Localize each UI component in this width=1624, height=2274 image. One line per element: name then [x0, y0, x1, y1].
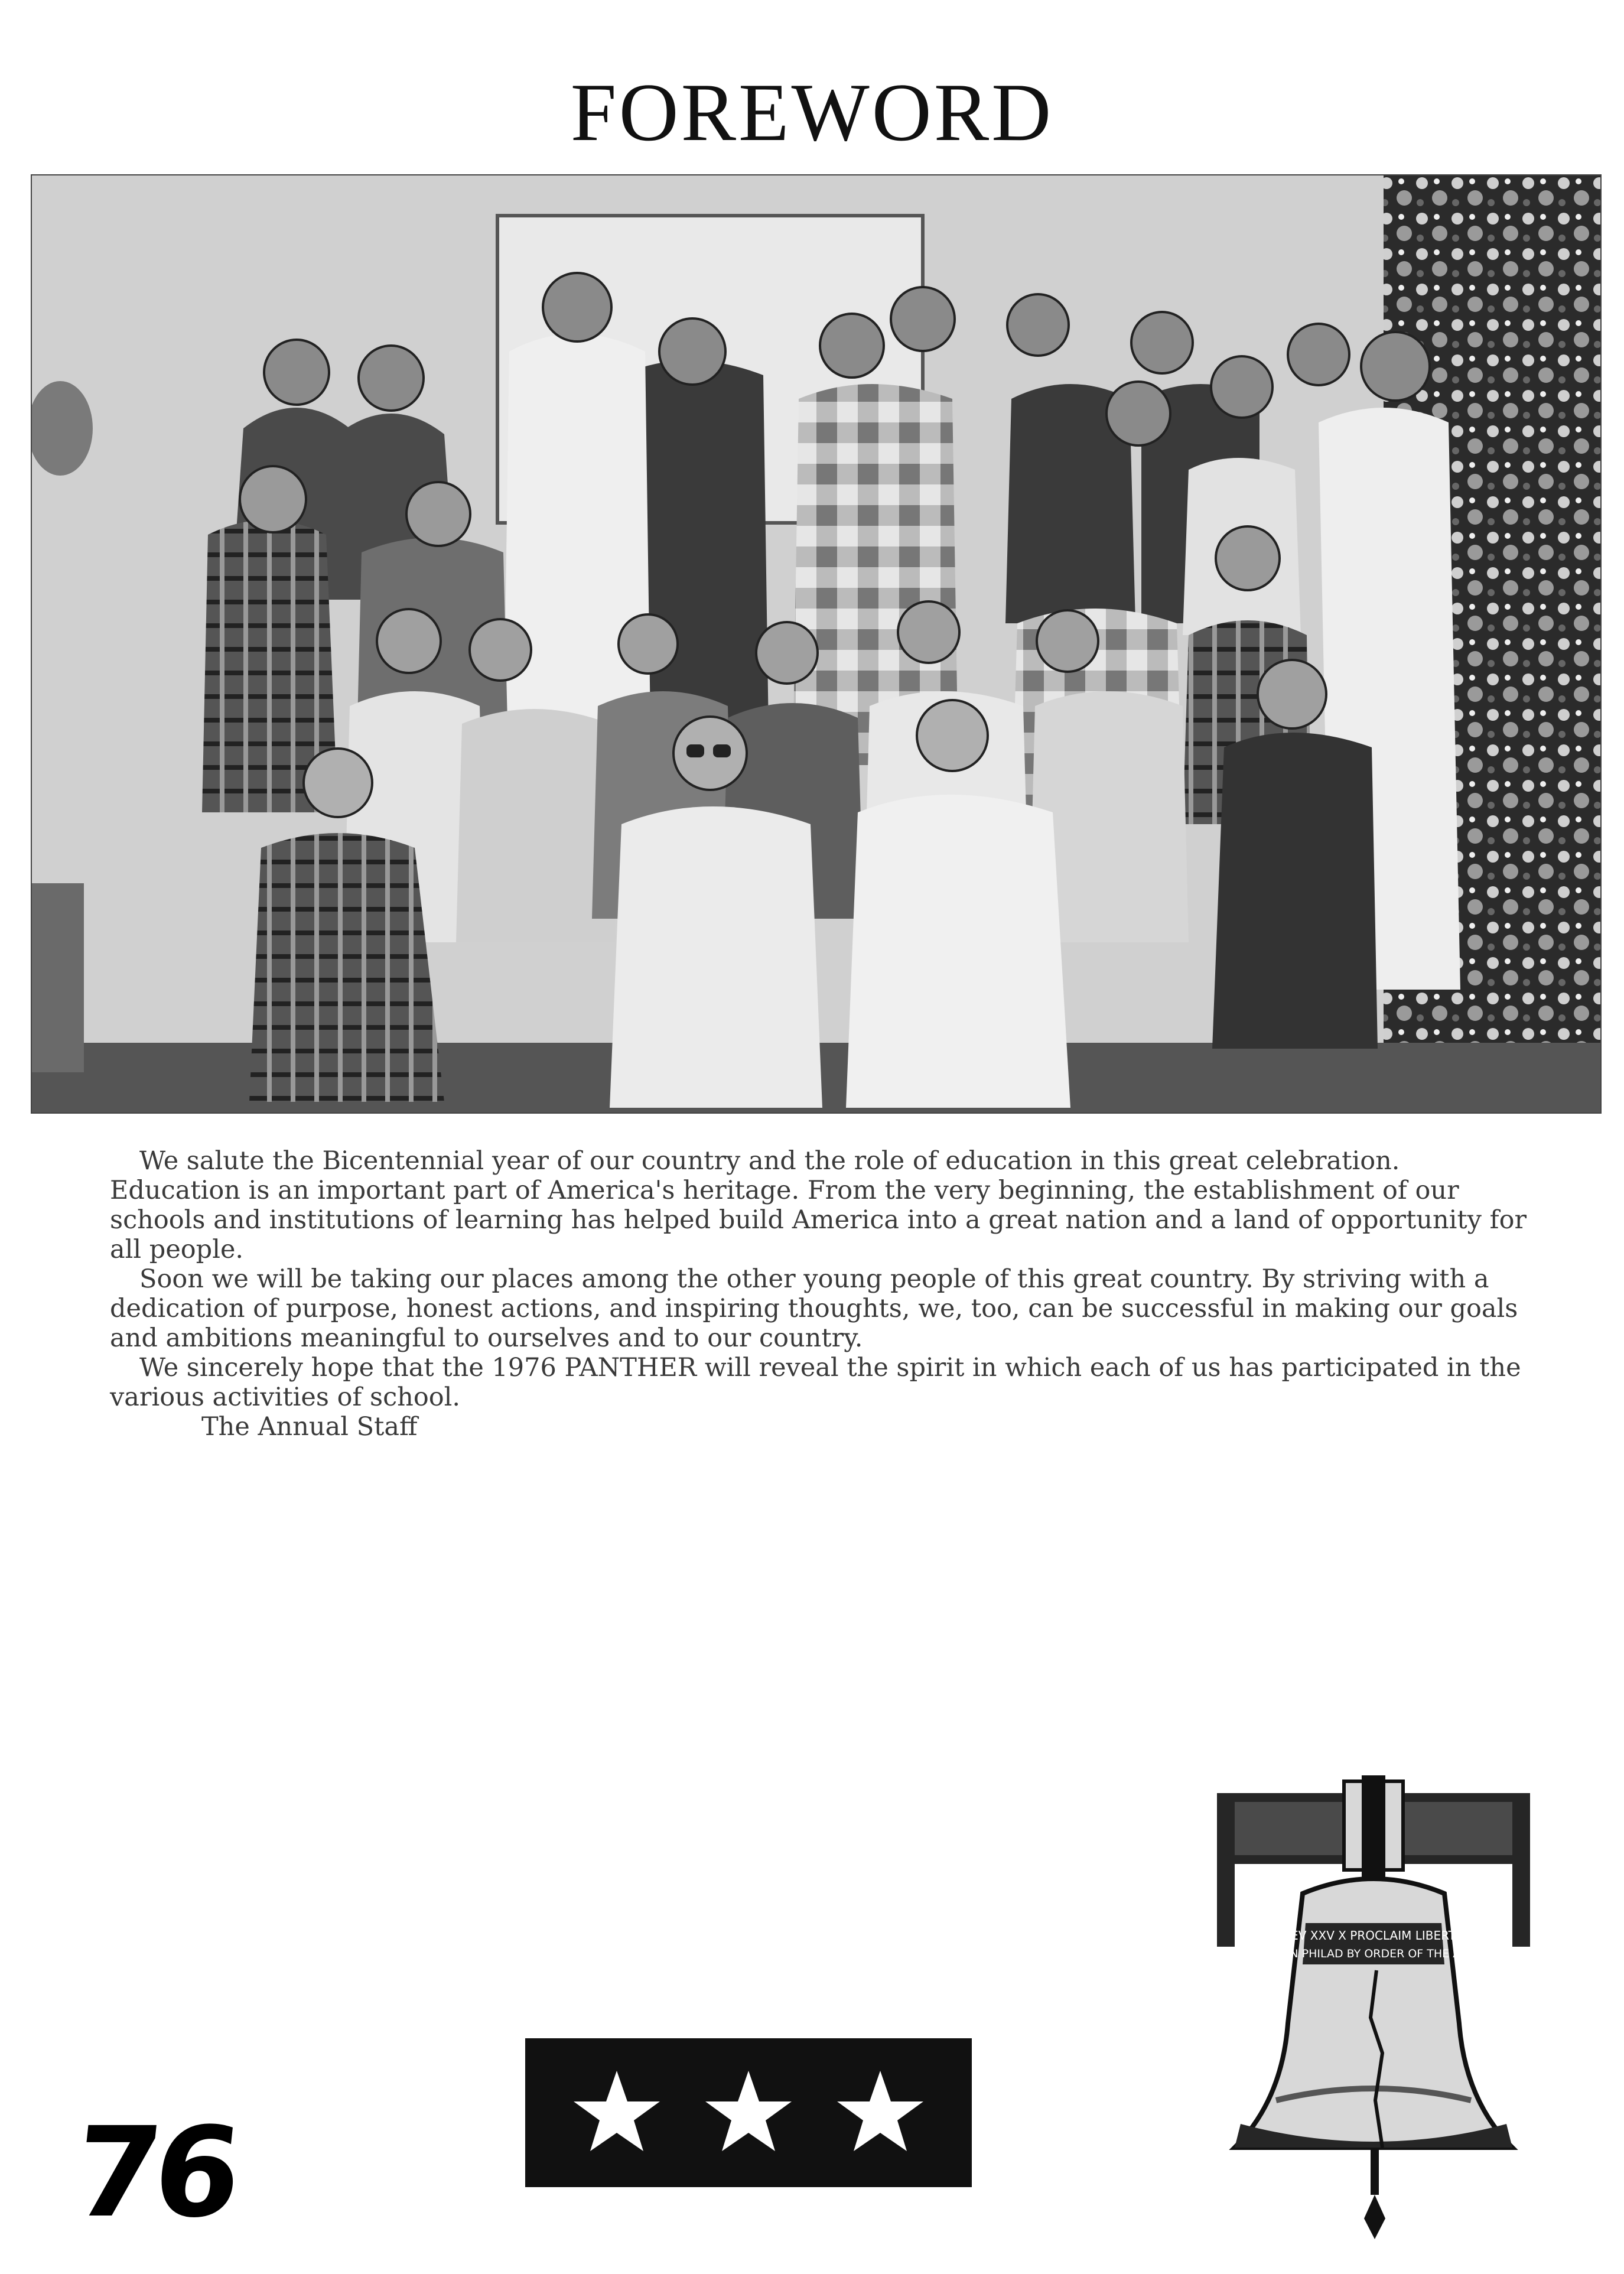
foreword-paragraph-1: We salute the Bicentennial year of our country and the role of education in this great celebration. Education is an important part of America's heritage. From the very beginning, the establishment of our schools and institutions of learning has helped build America into a great nation and a land of opportunity for all people.	[110, 1146, 1527, 1264]
staff-group-photo	[31, 174, 1602, 1114]
three-stars-emblem	[525, 2038, 972, 2187]
foreword-paragraph-2: Soon we will be taking our places among the other young people of this great country. By striving with a dedication of purpose, honest actions, and inspiring thoughts, we, too, can be successful in making our goals and ambitions meaningful to ourselves and to our country.	[110, 1264, 1518, 1353]
foreword-paragraph-3: We sincerely hope that the 1976 PANTHER will reveal the spirit in which each of us has participated in the various activities of school.	[110, 1353, 1521, 1412]
bell-inscription-line1: LEV XXV X PROCLAIM LIBERTY	[1284, 1928, 1463, 1943]
signature: The Annual Staff	[201, 1412, 418, 1442]
page-number: 76	[67, 2100, 242, 2245]
foreword-text	[110, 1146, 1528, 1442]
page-title: FOREWORD	[570, 67, 1054, 158]
bell-inscription-line2: IN PHILAD BY ORDER OF THE A	[1286, 1947, 1461, 1960]
liberty-bell-icon	[1205, 1769, 1542, 2242]
